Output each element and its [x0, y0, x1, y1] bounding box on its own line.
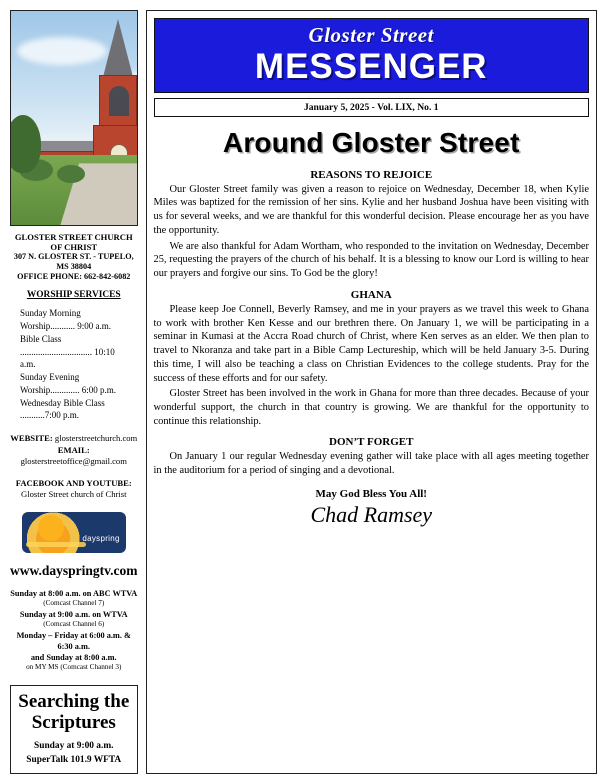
paragraph: We are also thankful for Adam Wortham, who responded to the invitation on Wednesday, December 25, requesting the prayers of the church of his behalf. It is a blessing to know our Lord is willing to hear our prayers and forgive our sins. To God be the glory! — [153, 240, 589, 280]
section-ghana — [154, 283, 589, 431]
website-value[interactable]: glosterstreetchurch.com — [54, 433, 138, 444]
dayspring-logo — [22, 512, 126, 553]
list-item: Sunday Morning Worship........... 9:00 a.m. — [20, 308, 112, 332]
issue-line: January 5, 2025 - Vol. LIX, No. 1 — [154, 98, 589, 117]
worship-services-title: WORSHIP SERVICES — [26, 290, 121, 301]
paragraph: Gloster Street has been involved in the work in Ghana for more than three decades. Because of your wonderful support, the church in that country is growing. We are thankful for the opportunity to continue this relationship. — [153, 388, 589, 427]
church-photo — [10, 10, 138, 226]
paragraph: Please keep Joe Connell, Beverly Ramsey, and me in your prayers as we travel this week to Ghana to work with brother Ken Kesse and our brethren there. On January 1, we will be participating in a seminar in Kumasi at the Accra Road church of Christ, where Ken serves as an elder. We then plan to travel to Nkoranza and take part in a Bible Camp Lectureship, which will be held January 3-5. During this time, I will also be teaching a class on Christian Evidences to the college students. Pray for the success of these efforts and for our safety. — [153, 303, 589, 384]
list-item: Wednesday Bible Class ...........7:00 p.m. — [20, 397, 105, 421]
section-heading: GHANA — [350, 288, 392, 301]
paragraph: Our Gloster Street family was given a reason to rejoice on Wednesday, December 18, when Kylie Miles was baptized for the remission of her sins. Kylie and her husband Joshua have been visiting with us for several weeks, and we are thankful for this wonderful decision. Please encourage her as you have the opportunity. — [153, 183, 589, 236]
section-reasons-to-rejoice — [154, 163, 589, 283]
contact-block — [10, 433, 138, 468]
sunray-icon — [26, 542, 86, 547]
cloud-icon — [17, 37, 107, 65]
email-value[interactable]: glosterstreetoffice@gmail.com — [20, 456, 127, 467]
website-row — [10, 433, 138, 445]
author-signature: Chad Ramsey — [310, 501, 433, 527]
schedule-line: Sunday at 9:00 a.m. on WTVA — [19, 609, 128, 619]
church-name: GLOSTER STREET CHURCH OF CHRIST — [14, 232, 133, 253]
masthead — [154, 18, 589, 93]
searching-the-scriptures-box — [10, 685, 138, 774]
church-street-address: 307 N. GLOSTER ST. - TUPELO, MS 38804 — [13, 252, 134, 271]
masthead-script-title: Gloster Street — [308, 23, 434, 47]
section-heading: REASONS TO REJOICE — [310, 168, 433, 181]
church-phone: OFFICE PHONE: 662-842-6082 — [17, 271, 131, 281]
list-item: Bible Class ................................ 10:10 a.m. — [20, 333, 115, 370]
sun-icon — [38, 515, 64, 541]
social-value: Gloster Street church of Christ — [21, 489, 127, 500]
article-banner: Around Gloster Street — [222, 126, 520, 158]
email-row — [10, 445, 138, 468]
sts-time: Sunday at 9:00 a.m. — [34, 740, 114, 751]
schedule-line: Monday – Friday at 6:00 a.m. & 6:30 a.m. — [16, 630, 131, 651]
social-label: FACEBOOK AND YOUTUBE: — [15, 477, 132, 488]
dayspring-website[interactable]: www.dayspringtv.com — [10, 563, 138, 579]
worship-services-list — [10, 306, 138, 422]
paragraph: On January 1 our regular Wednesday evening gather will take place with all ages meeting together in the auditorium for a period of singing and a devotional. — [153, 451, 589, 477]
schedule-line: Sunday at 8:00 a.m. on ABC WTVA — [10, 589, 138, 599]
closing-blessing: May God Bless You All! — [315, 487, 427, 500]
masthead-title: MESSENGER — [254, 47, 488, 86]
schedule-line: on MY MS (Comcast Channel 3) — [26, 662, 122, 671]
main-article-panel — [146, 10, 597, 774]
website-label: WEBSITE: — [10, 433, 53, 444]
church-address-block — [10, 232, 138, 281]
social-block — [10, 478, 138, 500]
section-dont-forget — [154, 430, 589, 479]
sts-station: SuperTalk 101.9 WFTA — [26, 754, 122, 765]
belfry — [99, 75, 137, 127]
section-heading: DON’T FORGET — [329, 436, 414, 449]
tree — [10, 115, 41, 173]
bush — [57, 165, 85, 183]
left-sidebar — [10, 10, 138, 774]
sts-title-line1: Searching the — [18, 690, 130, 712]
dayspring-logo-text: dayspring — [82, 534, 120, 544]
schedule-sub: (Comcast Channel 6) — [43, 619, 105, 628]
schedule-line: and Sunday at 8:00 a.m. — [30, 652, 117, 662]
sts-title-line2: Scriptures — [31, 711, 116, 733]
schedule-sub: (Comcast Channel 7) — [43, 599, 105, 608]
tv-schedule — [10, 588, 138, 672]
steeple-icon — [103, 19, 133, 77]
email-label: EMAIL: — [57, 444, 90, 455]
list-item: Sunday Evening Worship............. 6:00 p.m. — [20, 372, 117, 395]
